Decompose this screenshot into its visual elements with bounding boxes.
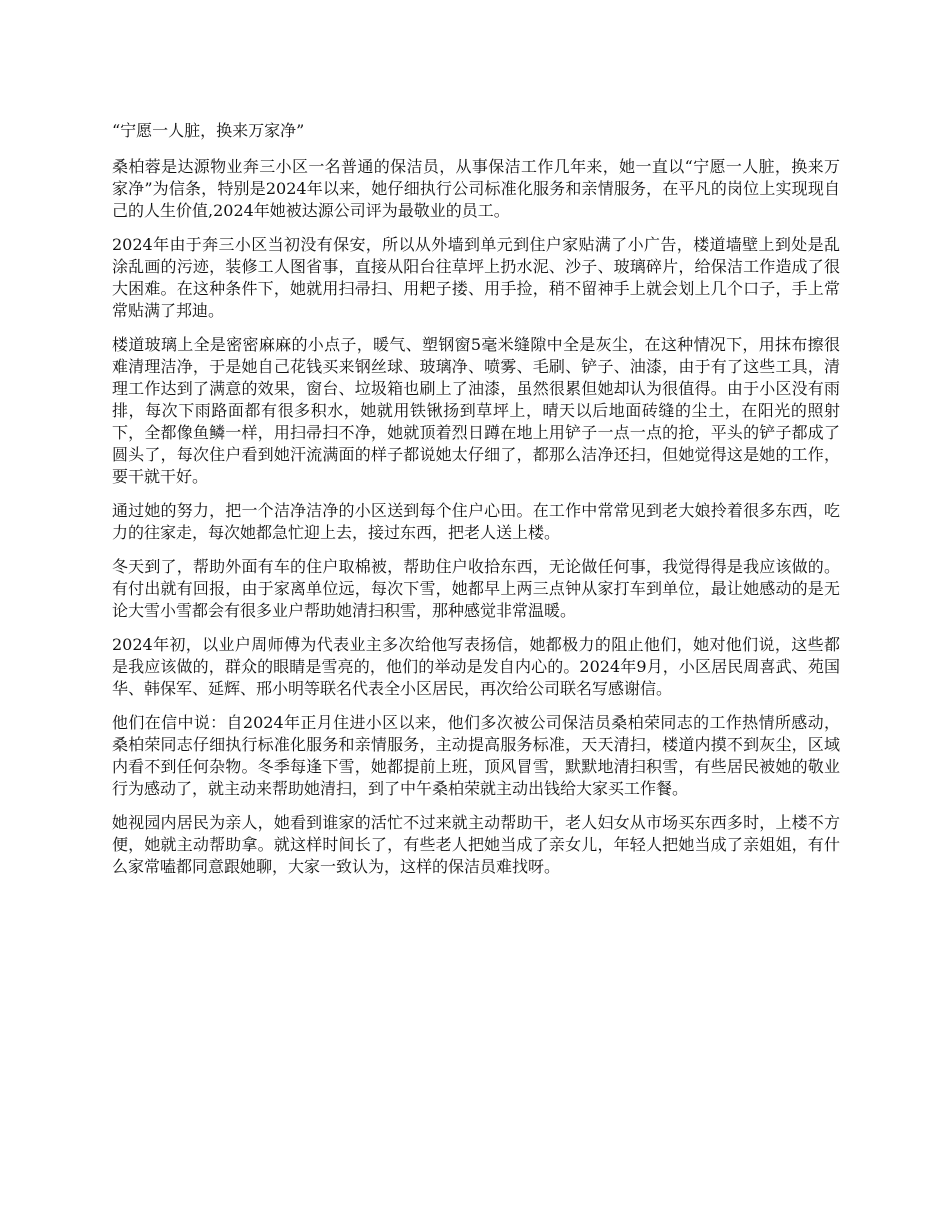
document-body [112,120,840,890]
paragraph: 他们在信中说：自2024年正月住进小区以来，他们多次被公司保洁员桑柏荣同志的工作热情所感动，桑柏荣同志仔细执行标准化服务和亲情服务，主动提高服务标准，天天清扫，楼道内摸不到灰尘，区域内看不到任何杂物。冬季每逢下雪，她都提前上班，顶风冒雪，默默地清扫积雪，有些居民被她的敬业行为感动了，就主动来帮助她清扫，到了中午桑柏荣就主动出钱给大家买工作餐。 [112,713,840,798]
paragraph: 2024年由于奔三小区当初没有保安，所以从外墙到单元到住户家贴满了小广告，楼道墙壁上到处是乱涂乱画的污迹，装修工人图省事，直接从阳台往草坪上扔水泥、沙子、玻璃碎片，给保洁工作造成了很大困难。在这种条件下，她就用扫帚扫、用耙子搂、用手捡，稍不留神手上就会划上几个口子，手上常常贴满了邦迪。 [112,235,840,320]
paragraph: 她视园内居民为亲人，她看到谁家的活忙不过来就主动帮助干，老人妇女从市场买东西多时，上楼不方便，她就主动帮助拿。就这样时间长了，有些老人把她当成了亲女儿，年轻人把她当成了亲姐姐，有什么家常嗑都同意跟她聊，大家一致认为，这样的保洁员难找呀。 [112,813,840,876]
paragraph: 楼道玻璃上全是密密麻麻的小点子，暖气、塑钢窗5毫米缝隙中全是灰尘，在这种情况下，用抹布擦很难清理洁净，于是她自己花钱买来钢丝球、玻璃净、喷雾、毛刷、铲子、油漆，由于有了这些工具，清理工作达到了满意的效果，窗台、垃圾箱也刷上了油漆，虽然很累但她却认为很值得。由于小区没有雨排，每次下雨路面都有很多积水，她就用铁锹扬到草坪上，晴天以后地面砖缝的尘土，在阳光的照射下，全都像鱼鳞一样，用扫帚扫不净，她就顶着烈日蹲在地上用铲子一点一点的抢，平头的铲子都成了圆头了，每次住户看到她汗流满面的样子都说她太仔细了，都那么洁净还扫，但她觉得这是她的工作，要干就干好。 [112,335,840,486]
paragraph: 通过她的努力，把一个洁净洁净的小区送到每个住户心田。在工作中常常见到老大娘拎着很多东西，吃力的往家走，每次她都急忙迎上去，接过东西，把老人送上楼。 [112,501,840,542]
document-title: “宁愿一人脏，换来万家净” [112,121,305,140]
paragraph: 冬天到了，帮助外面有车的住户取棉被，帮助住户收拾东西，无论做任何事，我觉得得是我应该做的。有付出就有回报，由于家离单位远，每次下雪，她都早上两三点钟从家打车到单位，最让她感动的是无论大雪小雪都会有很多业户帮助她清扫积雪，那种感觉非常温暖。 [112,557,840,620]
paragraph: 2024年初，以业户周师傅为代表业主多次给他写表扬信，她都极力的阻止他们，她对他们说，这些都是我应该做的，群众的眼睛是雪亮的，他们的举动是发自内心的。2024年9月，小区居民周喜武、苑国华、韩保军、延辉、邢小明等联名代表全小区居民，再次给公司联名写感谢信。 [112,635,840,698]
paragraph: 桑柏蓉是达源物业奔三小区一名普通的保洁员，从事保洁工作几年来，她一直以“宁愿一人脏，换来万家净”为信条，特别是2024年以来，她仔细执行公司标准化服务和亲情服务，在平凡的岗位上实现现自己的人生价值,2024年她被达源公司评为最敬业的员工。 [112,157,840,220]
